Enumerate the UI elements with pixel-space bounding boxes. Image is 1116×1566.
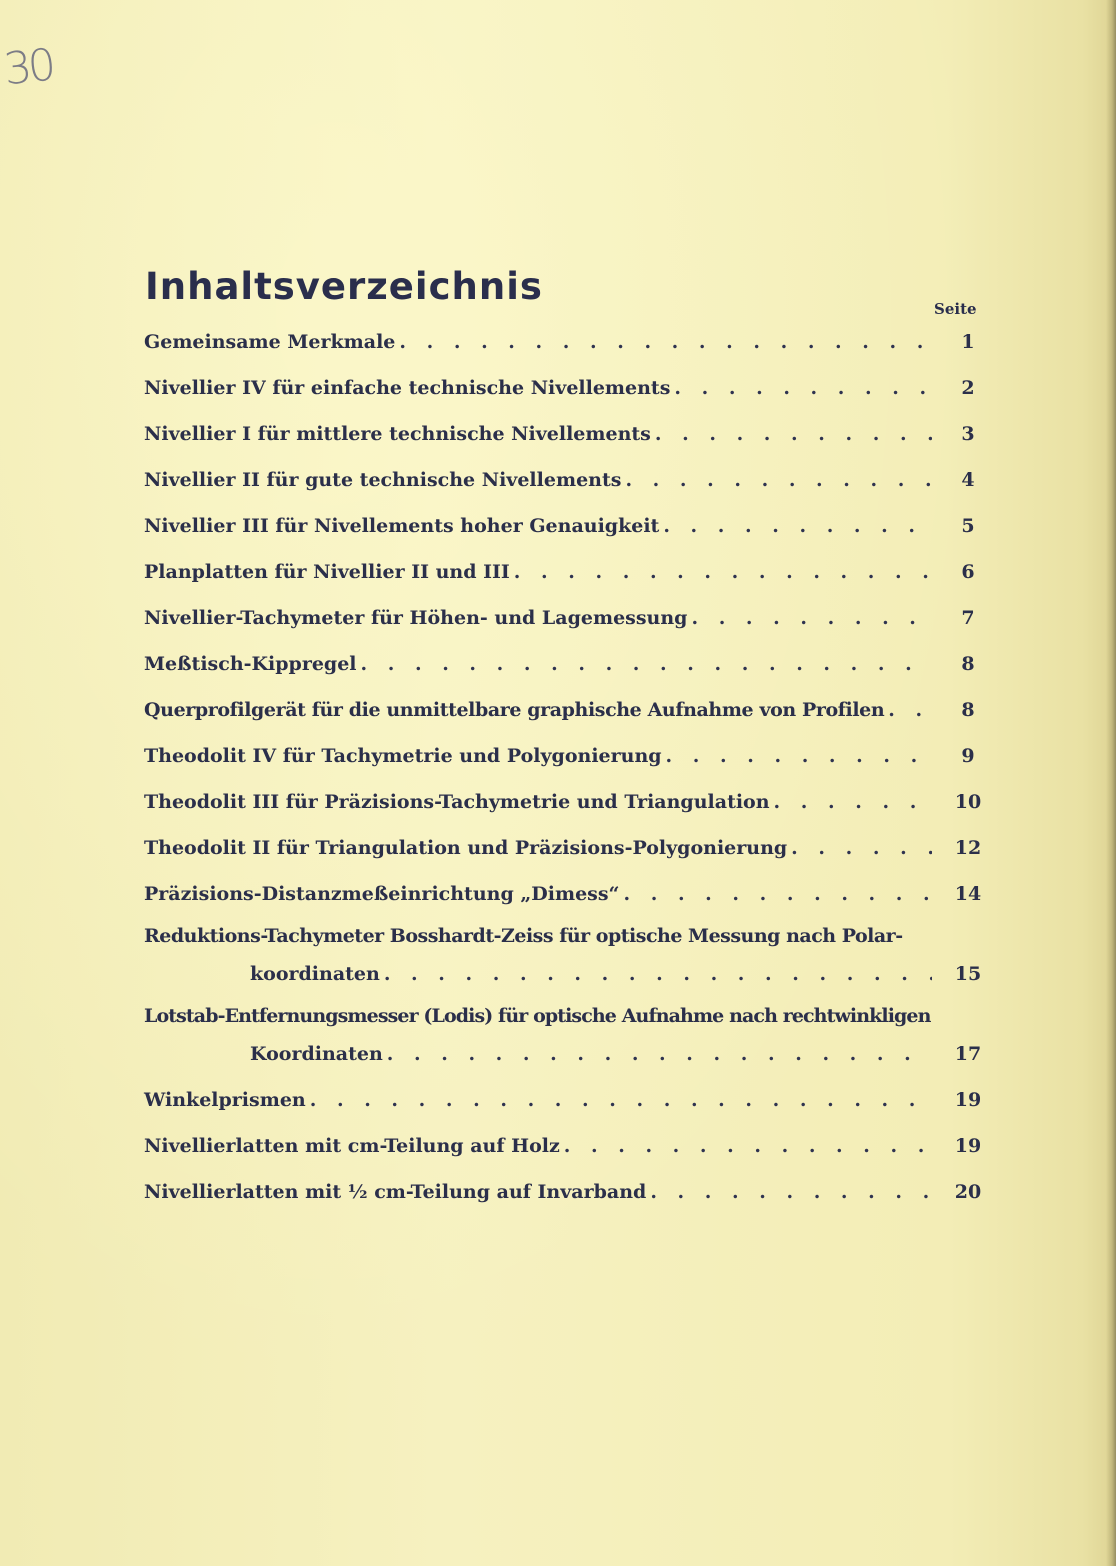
toc-entry-page: 4: [961, 469, 975, 491]
page-edge-shadow: [1106, 0, 1116, 1566]
toc-entry: [144, 1134, 984, 1158]
toc-entry: [144, 652, 984, 676]
toc-entry-title: Nivellier II für gute technische Nivellements: [144, 469, 622, 491]
toc-entry: [144, 330, 984, 354]
toc-entry-title: Meßtisch-Kippregel: [144, 653, 357, 675]
handwritten-page-number: 30: [1, 39, 55, 96]
toc-entry-title: Theodolit III für Präzisions-Tachymetrie und Triangulation: [144, 791, 770, 813]
toc-entry-title: Reduktions-Tachymeter Bosshardt-Zeiss für optische Messung nach Polar-: [144, 925, 903, 947]
toc-entry-page: 7: [961, 607, 975, 629]
dot-leader: [399, 330, 932, 354]
table-of-contents: [144, 0, 984, 1566]
dot-leader: [514, 560, 932, 584]
toc-entry-title: Theodolit II für Triangulation und Präzisions-Polygonierung: [144, 837, 788, 859]
toc-entry: [144, 376, 984, 400]
dot-leader: [625, 468, 932, 492]
toc-entry: [144, 924, 984, 986]
toc-entry: [144, 836, 984, 860]
toc-entry-page: 15: [954, 963, 982, 985]
toc-entry: [144, 422, 984, 446]
dot-leader: [774, 790, 932, 814]
toc-entry: [144, 560, 984, 584]
toc-entry-title: Winkelprismen: [144, 1089, 306, 1111]
toc-entry: [144, 790, 984, 814]
dot-leader: [384, 962, 932, 986]
toc-entry: [144, 744, 984, 768]
toc-entry-page: 6: [961, 561, 975, 583]
toc-entry-page: 9: [961, 745, 975, 767]
dot-leader: [691, 606, 932, 630]
toc-entry-page: 19: [954, 1135, 982, 1157]
toc-entry-page: 3: [961, 423, 975, 445]
page-title: Inhaltsverzeichnis: [145, 265, 543, 308]
toc-entry-page: 1: [961, 331, 975, 353]
page-column-label: Seite: [934, 300, 977, 318]
toc-entry-title: Lotstab-Entfernungsmesser (Lodis) für optische Aufnahme nach rechtwinkligen: [144, 1005, 931, 1027]
dot-leader: [655, 422, 932, 446]
toc-entry-page: 19: [954, 1089, 982, 1111]
toc-entry: [144, 606, 984, 630]
dot-leader: [650, 1180, 932, 1204]
dot-leader: [361, 652, 932, 676]
toc-entry-page: 12: [954, 837, 982, 859]
toc-entry-title: Nivellier IV für einfache technische Nivellements: [144, 377, 671, 399]
toc-entry-title: Nivellier I für mittlere technische Nivellements: [144, 423, 651, 445]
toc-entry-title: Nivellierlatten mit ½ cm-Teilung auf Invarband: [144, 1181, 647, 1203]
dot-leader: [310, 1088, 932, 1112]
toc-entry-page: 17: [954, 1043, 982, 1065]
toc-entry-title: Nivellier-Tachymeter für Höhen- und Lagemessung: [144, 607, 688, 629]
dot-leader: [888, 698, 932, 722]
toc-entry: [144, 468, 984, 492]
toc-entry-title: Präzisions-Distanzmeßeinrichtung „Dimess“: [144, 883, 620, 905]
dot-leader: [663, 514, 932, 538]
dot-leader: [387, 1042, 932, 1066]
toc-entry: [144, 698, 984, 722]
toc-entry-title: Theodolit IV für Tachymetrie und Polygonierung: [144, 745, 662, 767]
toc-entry: [144, 1004, 984, 1066]
dot-leader: [564, 1134, 932, 1158]
toc-entry-title-continued: Koordinaten: [250, 1043, 383, 1065]
toc-entry-page: 10: [954, 791, 982, 813]
dot-leader: [791, 836, 932, 860]
toc-entry-page: 8: [961, 653, 975, 675]
dot-leader: [674, 376, 932, 400]
toc-entry-page: 8: [961, 699, 975, 721]
toc-entry-title: Planplatten für Nivellier II und III: [144, 561, 510, 583]
toc-entry-title: Nivellier III für Nivellements hoher Genauigkeit: [144, 515, 660, 537]
toc-entry: [144, 514, 984, 538]
toc-entry: [144, 882, 984, 906]
toc-entry-page: 5: [961, 515, 975, 537]
toc-entry-title: Gemeinsame Merkmale: [144, 331, 396, 353]
toc-entry-title: Querprofilgerät für die unmittelbare graphische Aufnahme von Profilen: [144, 699, 885, 721]
toc-entry-page: 14: [954, 883, 982, 905]
toc-entry: [144, 1180, 984, 1204]
toc-entry: [144, 1088, 984, 1112]
toc-entry-title: Nivellierlatten mit cm-Teilung auf Holz: [144, 1135, 560, 1157]
dot-leader: [666, 744, 932, 768]
dot-leader: [623, 882, 932, 906]
toc-entry-page: 2: [961, 377, 975, 399]
toc-entry-title-continued: koordinaten: [250, 963, 380, 985]
toc-entry-page: 20: [954, 1181, 982, 1203]
